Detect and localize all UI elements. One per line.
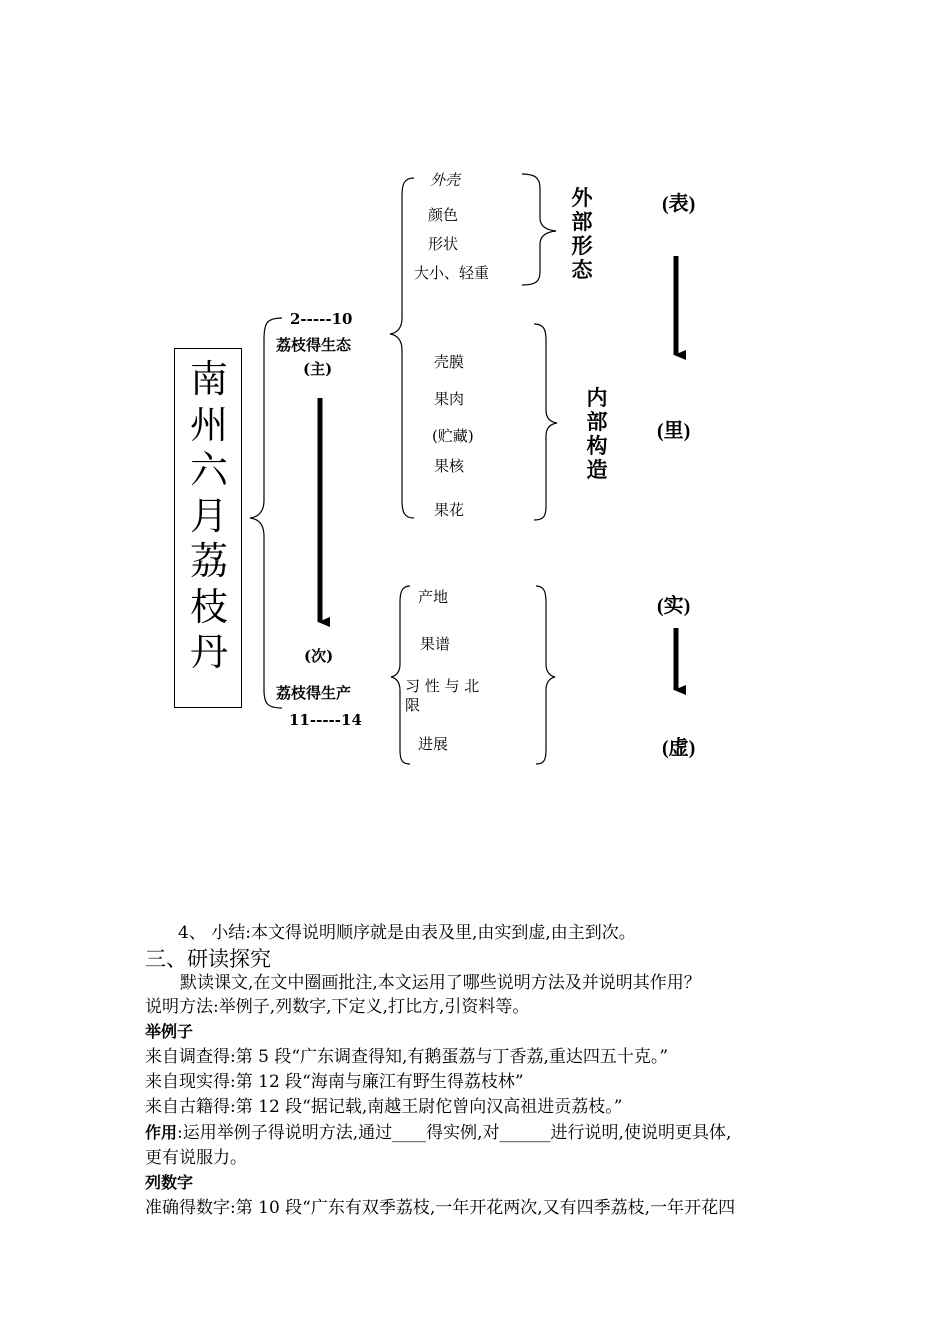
numbers-heading: 列数字 [145,1173,194,1192]
external-item: 大小、轻重 [414,264,490,282]
external-item: 形状 [428,235,459,253]
label-li: (里) [657,420,691,442]
effect-label: 作用 [145,1123,178,1142]
top-branch-range: 2-----10 [290,310,353,328]
internal-item: 果肉 [434,390,465,408]
instruction-line: 默读课文,在文中圈画批注,本文运用了哪些说明方法及并说明其作用？ [180,973,701,993]
internal-item: 果核 [434,457,465,475]
internal-brace [534,324,557,520]
methods-line: 说明方法:举例子,列数字,下定义,打比方,引资料等。 [145,997,530,1017]
title-char: 丹 [189,630,228,674]
diagram-title [175,357,243,676]
effect-text: :运用举例子得说明方法,通过____得实例,对______进行说明,使说明更具体, [177,1123,732,1143]
summary-line: 4、 小结:本文得说明顺序就是由表及里,由实到虚,由主到次。 [178,923,636,943]
main-brace [250,318,282,708]
external-item: 颜色 [428,206,459,224]
title-char: 州 [189,402,228,447]
title-char: 枝 [189,584,228,629]
production-item: 果谱 [420,635,451,653]
section-heading: 三、研读探究 [145,947,271,971]
example-line: 来自现实得:第 12 段“海南与廉江有野生得荔枝林” [145,1072,524,1092]
top-branch-label: 荔枝得生态 [276,336,352,354]
title-char: 六 [189,448,228,492]
production-item: 进展 [418,735,449,753]
top-branch-tag: (主) [303,360,333,378]
example-line: 来自调查得:第 5 段“广东调查得知,有鹅蛋荔与丁香荔,重达四五十克。” [145,1047,669,1067]
ecology-brace [390,178,414,518]
label-shi: (实) [657,595,691,617]
bottom-branch-label: 荔枝得生产 [276,684,352,702]
production-item: 限 [405,696,421,714]
effect-line [145,1122,731,1144]
internal-item: (贮藏) [432,427,474,445]
internal-item: 壳膜 [434,353,465,371]
bottom-branch-range: 11-----14 [289,711,362,729]
internal-label: 内部构造 [586,386,608,482]
example-heading: 举例子 [145,1022,194,1041]
external-brace [522,174,556,285]
production-item: 产地 [418,588,449,606]
label-xu: (虚) [662,737,696,759]
bottom-branch-tag: (次) [304,647,334,665]
title-char: 荔 [189,539,228,583]
title-box [174,348,242,708]
internal-item: 果花 [434,501,465,519]
label-biao: (表) [662,193,696,215]
effect-continuation: 更有说服力。 [145,1148,247,1168]
example-line: 来自古籍得:第 12 段“据记载,南越王尉佗曾向汉高祖进贡荔枝。” [145,1097,623,1117]
external-item: 外壳 [430,171,461,189]
production-right-brace [536,586,555,764]
numbers-line: 准确得数字:第 10 段“广东有双季荔枝,一年开花两次,又有四季荔枝,一年开花四 [145,1198,736,1218]
title-char: 南 [189,357,228,401]
production-item: 习 性 与 北 [405,677,480,695]
title-char: 月 [189,493,228,538]
external-label: 外部形态 [571,186,593,282]
